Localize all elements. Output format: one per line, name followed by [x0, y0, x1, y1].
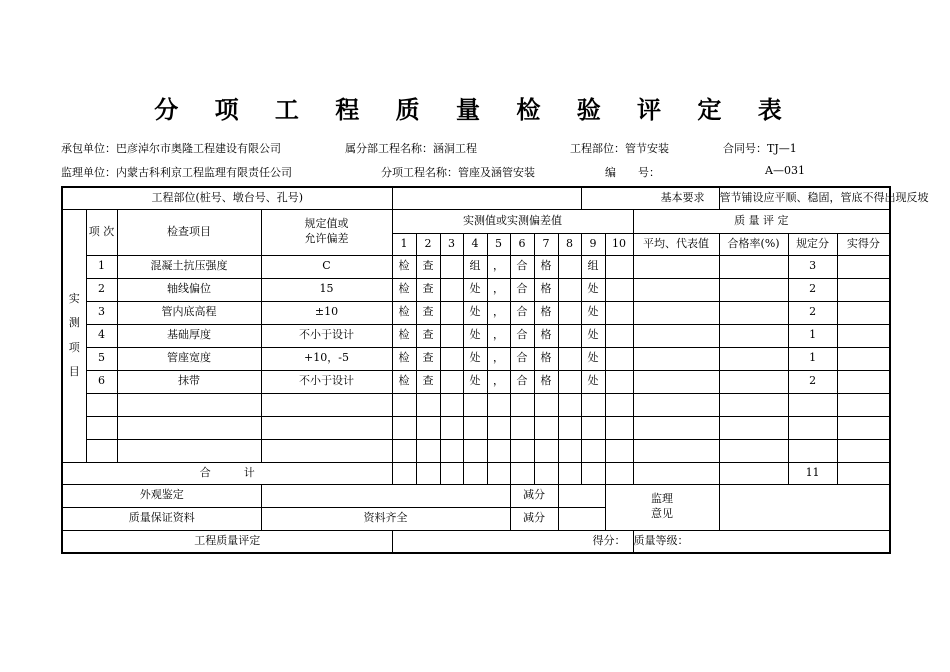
avg-value-cell[interactable]: [633, 370, 719, 393]
row-no: 4: [86, 324, 117, 347]
empty-cell[interactable]: [837, 393, 890, 416]
row-item: 基础厚度: [117, 324, 261, 347]
empty-cell[interactable]: [510, 439, 534, 462]
col-quality-header: 质 量 评 定: [633, 209, 890, 233]
avg-value-cell[interactable]: [633, 255, 719, 278]
eval-label: 工程质量评定: [62, 530, 392, 553]
actual-score-cell[interactable]: [837, 255, 890, 278]
measure-cell: ，: [487, 347, 510, 370]
measure-cell: 格: [534, 370, 558, 393]
spec-score-cell: 2: [788, 278, 837, 301]
empty-cell[interactable]: [633, 416, 719, 439]
deduct-label: 减分: [510, 484, 558, 507]
empty-cell[interactable]: [463, 416, 487, 439]
empty-cell[interactable]: [633, 462, 719, 484]
empty-cell[interactable]: [633, 393, 719, 416]
measure-cell: ，: [487, 324, 510, 347]
row-no: 6: [86, 370, 117, 393]
empty-cell[interactable]: [534, 439, 558, 462]
empty-cell[interactable]: [837, 439, 890, 462]
measure-cell[interactable]: [605, 301, 633, 324]
empty-cell[interactable]: [487, 462, 510, 484]
side-label: 实 测 项 目: [62, 209, 86, 462]
empty-cell[interactable]: [581, 439, 605, 462]
measure-cell: ，: [487, 301, 510, 324]
empty-cell[interactable]: [788, 439, 837, 462]
row-item: 混凝土抗压强度: [117, 255, 261, 278]
empty-cell[interactable]: [510, 416, 534, 439]
row-spec: 不小于设计: [261, 370, 392, 393]
measure-cell: 查: [416, 301, 440, 324]
empty-cell[interactable]: [581, 462, 605, 484]
empty-cell[interactable]: [534, 462, 558, 484]
empty-cell[interactable]: [558, 462, 581, 484]
row-spec: C: [261, 255, 392, 278]
empty-cell[interactable]: [463, 462, 487, 484]
measure-cell: 处: [581, 347, 605, 370]
empty-cell[interactable]: [416, 393, 440, 416]
empty-cell[interactable]: [558, 393, 581, 416]
empty-cell[interactable]: [117, 393, 261, 416]
contractor-field: 承包单位：巴彦淖尔市奥隆工程建设有限公司: [61, 142, 281, 155]
position-row: [62, 187, 890, 209]
pass-rate-cell[interactable]: [719, 278, 788, 301]
empty-row: [62, 393, 890, 416]
measure-col-6: 6: [510, 233, 534, 255]
empty-cell[interactable]: [440, 462, 463, 484]
row-spec: +10，-5: [261, 347, 392, 370]
empty-cell[interactable]: [719, 416, 788, 439]
empty-cell[interactable]: [440, 439, 463, 462]
total-row: [62, 462, 890, 484]
spec-score-cell: 1: [788, 324, 837, 347]
measure-cell[interactable]: [558, 347, 581, 370]
measure-cell: 查: [416, 278, 440, 301]
qa-docs-value: 资料齐全: [261, 507, 510, 530]
pass-rate-cell[interactable]: [719, 255, 788, 278]
quality-col-1: 平均、代表值: [633, 233, 719, 255]
empty-cell[interactable]: [534, 393, 558, 416]
actual-score-cell[interactable]: [837, 301, 890, 324]
measure-cell: 组: [463, 255, 487, 278]
measure-cell: 处: [463, 278, 487, 301]
col-item-header: 检查项目: [117, 209, 261, 255]
measure-cell: 组: [581, 255, 605, 278]
measure-cell: 处: [581, 324, 605, 347]
empty-cell[interactable]: [633, 439, 719, 462]
grade-label: 质量等级：: [633, 530, 890, 553]
table-row: [62, 301, 890, 324]
basic-req-label: 基本要求: [581, 187, 719, 209]
empty-cell[interactable]: [392, 462, 416, 484]
measure-cell: 合: [510, 278, 534, 301]
row-spec: ±10: [261, 301, 392, 324]
measure-col-3: 3: [440, 233, 463, 255]
pass-rate-cell[interactable]: [719, 324, 788, 347]
actual-score-cell[interactable]: [837, 370, 890, 393]
empty-cell[interactable]: [392, 439, 416, 462]
measure-cell: 处: [463, 324, 487, 347]
empty-cell[interactable]: [261, 393, 392, 416]
deduct-value[interactable]: [558, 484, 605, 507]
empty-cell[interactable]: [487, 439, 510, 462]
measure-cell[interactable]: [605, 255, 633, 278]
empty-cell[interactable]: [416, 416, 440, 439]
empty-cell[interactable]: [605, 462, 633, 484]
actual-score-cell[interactable]: [837, 324, 890, 347]
spec-score-cell: 1: [788, 347, 837, 370]
empty-cell[interactable]: [117, 416, 261, 439]
supervision-value[interactable]: [719, 484, 890, 530]
empty-cell[interactable]: [487, 416, 510, 439]
table-row: [62, 255, 890, 278]
empty-cell[interactable]: [534, 416, 558, 439]
measure-cell: 查: [416, 324, 440, 347]
measure-cell: ，: [487, 255, 510, 278]
measure-col-9: 9: [581, 233, 605, 255]
empty-cell[interactable]: [261, 416, 392, 439]
measure-cell[interactable]: [440, 278, 463, 301]
empty-cell[interactable]: [605, 393, 633, 416]
empty-cell[interactable]: [416, 462, 440, 484]
measure-cell: 处: [463, 301, 487, 324]
measure-cell[interactable]: [440, 301, 463, 324]
basic-req-text: 管节铺设应平顺、稳固，管底不得出现反坡: [719, 187, 890, 209]
quality-col-2: 合格率(%): [719, 233, 788, 255]
empty-cell[interactable]: [261, 439, 392, 462]
measure-cell[interactable]: [605, 278, 633, 301]
col-spec-header: 规定值或 允许偏差: [261, 209, 392, 255]
actual-score-cell[interactable]: [837, 278, 890, 301]
appearance-row: [62, 484, 890, 507]
empty-cell[interactable]: [510, 462, 534, 484]
empty-cell[interactable]: [605, 416, 633, 439]
row-item: 轴线偏位: [117, 278, 261, 301]
empty-cell[interactable]: [837, 416, 890, 439]
row-no: 2: [86, 278, 117, 301]
measure-cell[interactable]: [440, 347, 463, 370]
supervisor-field: 监理单位：内蒙古科利京工程监理有限责任公司: [61, 166, 292, 179]
measure-cell: 合: [510, 255, 534, 278]
measure-cell[interactable]: [558, 301, 581, 324]
location-field: 工程部位：管节安装: [570, 142, 669, 155]
page-title: 分 项 工 程 质 量 检 验 评 定 表: [154, 95, 796, 124]
deduct-label: 减分: [510, 507, 558, 530]
empty-cell[interactable]: [788, 393, 837, 416]
measure-cell[interactable]: [440, 324, 463, 347]
qa-docs-label: 质量保证资料: [62, 507, 261, 530]
empty-cell[interactable]: [440, 393, 463, 416]
empty-cell[interactable]: [510, 393, 534, 416]
supervision-label: 监理 意见: [605, 484, 719, 530]
measure-cell: 格: [534, 278, 558, 301]
measure-cell[interactable]: [605, 370, 633, 393]
row-item: 抹带: [117, 370, 261, 393]
empty-cell[interactable]: [86, 439, 117, 462]
empty-cell[interactable]: [719, 393, 788, 416]
measure-cell: 处: [463, 370, 487, 393]
spec-score-cell: 2: [788, 370, 837, 393]
empty-cell[interactable]: [837, 462, 890, 484]
measure-cell: 查: [416, 255, 440, 278]
measure-cell: 合: [510, 324, 534, 347]
col-no-header: 项 次: [86, 209, 117, 255]
measure-cell: 检: [392, 301, 416, 324]
measure-cell[interactable]: [558, 370, 581, 393]
empty-cell[interactable]: [581, 393, 605, 416]
measure-cell: 处: [581, 301, 605, 324]
measure-cell: 检: [392, 370, 416, 393]
empty-cell[interactable]: [416, 439, 440, 462]
measure-cell: 格: [534, 301, 558, 324]
row-spec: 15: [261, 278, 392, 301]
appearance-label: 外观鉴定: [62, 484, 261, 507]
empty-row: [62, 416, 890, 439]
measure-cell: 合: [510, 347, 534, 370]
measure-cell: ，: [487, 370, 510, 393]
measure-cell: 格: [534, 324, 558, 347]
measure-cell: 合: [510, 370, 534, 393]
row-item: 管座宽度: [117, 347, 261, 370]
quality-col-4: 实得分: [837, 233, 890, 255]
inspection-table: [61, 186, 929, 554]
empty-cell[interactable]: [117, 439, 261, 462]
actual-score-cell[interactable]: [837, 347, 890, 370]
measure-col-7: 7: [534, 233, 558, 255]
avg-value-cell[interactable]: [633, 301, 719, 324]
avg-value-cell[interactable]: [633, 278, 719, 301]
measure-cell: 合: [510, 301, 534, 324]
quality-col-3: 规定分: [788, 233, 837, 255]
header-row-1: [62, 209, 890, 233]
empty-cell[interactable]: [581, 416, 605, 439]
total-score: 11: [788, 462, 837, 484]
empty-cell[interactable]: [86, 416, 117, 439]
measure-cell: 检: [392, 347, 416, 370]
score-label: 得分：: [392, 530, 633, 553]
table-row: [62, 278, 890, 301]
empty-cell[interactable]: [719, 439, 788, 462]
measure-cell[interactable]: [440, 370, 463, 393]
avg-value-cell[interactable]: [633, 324, 719, 347]
col-measured-header: 实测值或实测偏差值: [392, 209, 633, 233]
empty-cell[interactable]: [605, 439, 633, 462]
total-label: 合 计: [62, 462, 392, 484]
measure-cell: 查: [416, 347, 440, 370]
table-row: [62, 370, 890, 393]
measure-cell: 检: [392, 278, 416, 301]
row-spec: 不小于设计: [261, 324, 392, 347]
measure-cell: 处: [463, 347, 487, 370]
subitem-field: 分项工程名称：管座及涵管安装: [381, 166, 535, 179]
number-label: 编 号：: [605, 166, 660, 179]
empty-cell[interactable]: [487, 393, 510, 416]
empty-row: [62, 439, 890, 462]
measure-cell: 检: [392, 324, 416, 347]
pass-rate-cell[interactable]: [719, 347, 788, 370]
measure-cell: 格: [534, 255, 558, 278]
empty-cell[interactable]: [558, 439, 581, 462]
measure-cell[interactable]: [558, 255, 581, 278]
pass-rate-cell[interactable]: [719, 370, 788, 393]
empty-cell[interactable]: [788, 416, 837, 439]
measure-cell: 检: [392, 255, 416, 278]
empty-cell[interactable]: [719, 462, 788, 484]
deduct-value[interactable]: [558, 507, 605, 530]
spec-score-cell: 2: [788, 301, 837, 324]
pass-rate-cell[interactable]: [719, 301, 788, 324]
measure-col-4: 4: [463, 233, 487, 255]
table-row: [62, 347, 890, 370]
empty-cell[interactable]: [440, 416, 463, 439]
table-row: [62, 324, 890, 347]
measure-col-1: 1: [392, 233, 416, 255]
measure-col-5: 5: [487, 233, 510, 255]
avg-value-cell[interactable]: [633, 347, 719, 370]
measure-col-10: 10: [605, 233, 633, 255]
appearance-value[interactable]: [261, 484, 510, 507]
measure-cell: ，: [487, 278, 510, 301]
empty-cell[interactable]: [86, 393, 117, 416]
position-value[interactable]: [392, 187, 581, 209]
row-no: 5: [86, 347, 117, 370]
measure-cell[interactable]: [558, 324, 581, 347]
empty-cell[interactable]: [558, 416, 581, 439]
measure-cell: 查: [416, 370, 440, 393]
empty-cell[interactable]: [392, 393, 416, 416]
measure-cell: 处: [581, 370, 605, 393]
measure-cell: 处: [581, 278, 605, 301]
measure-col-8: 8: [558, 233, 581, 255]
measure-cell[interactable]: [440, 255, 463, 278]
row-no: 3: [86, 301, 117, 324]
number-value: A—031: [765, 164, 805, 177]
empty-cell[interactable]: [463, 439, 487, 462]
evaluation-row: [62, 530, 890, 553]
row-no: 1: [86, 255, 117, 278]
empty-cell[interactable]: [392, 416, 416, 439]
row-item: 管内底高程: [117, 301, 261, 324]
measure-cell[interactable]: [605, 347, 633, 370]
measure-cell[interactable]: [558, 278, 581, 301]
empty-cell[interactable]: [463, 393, 487, 416]
spec-score-cell: 3: [788, 255, 837, 278]
measure-cell[interactable]: [605, 324, 633, 347]
contract-no-field: 合同号：TJ—1: [723, 142, 797, 155]
measure-col-2: 2: [416, 233, 440, 255]
division-field: 属分部工程名称：涵洞工程: [345, 142, 477, 155]
position-label: 工程部位(桩号、墩台号、孔号): [62, 187, 392, 209]
measure-cell: 格: [534, 347, 558, 370]
